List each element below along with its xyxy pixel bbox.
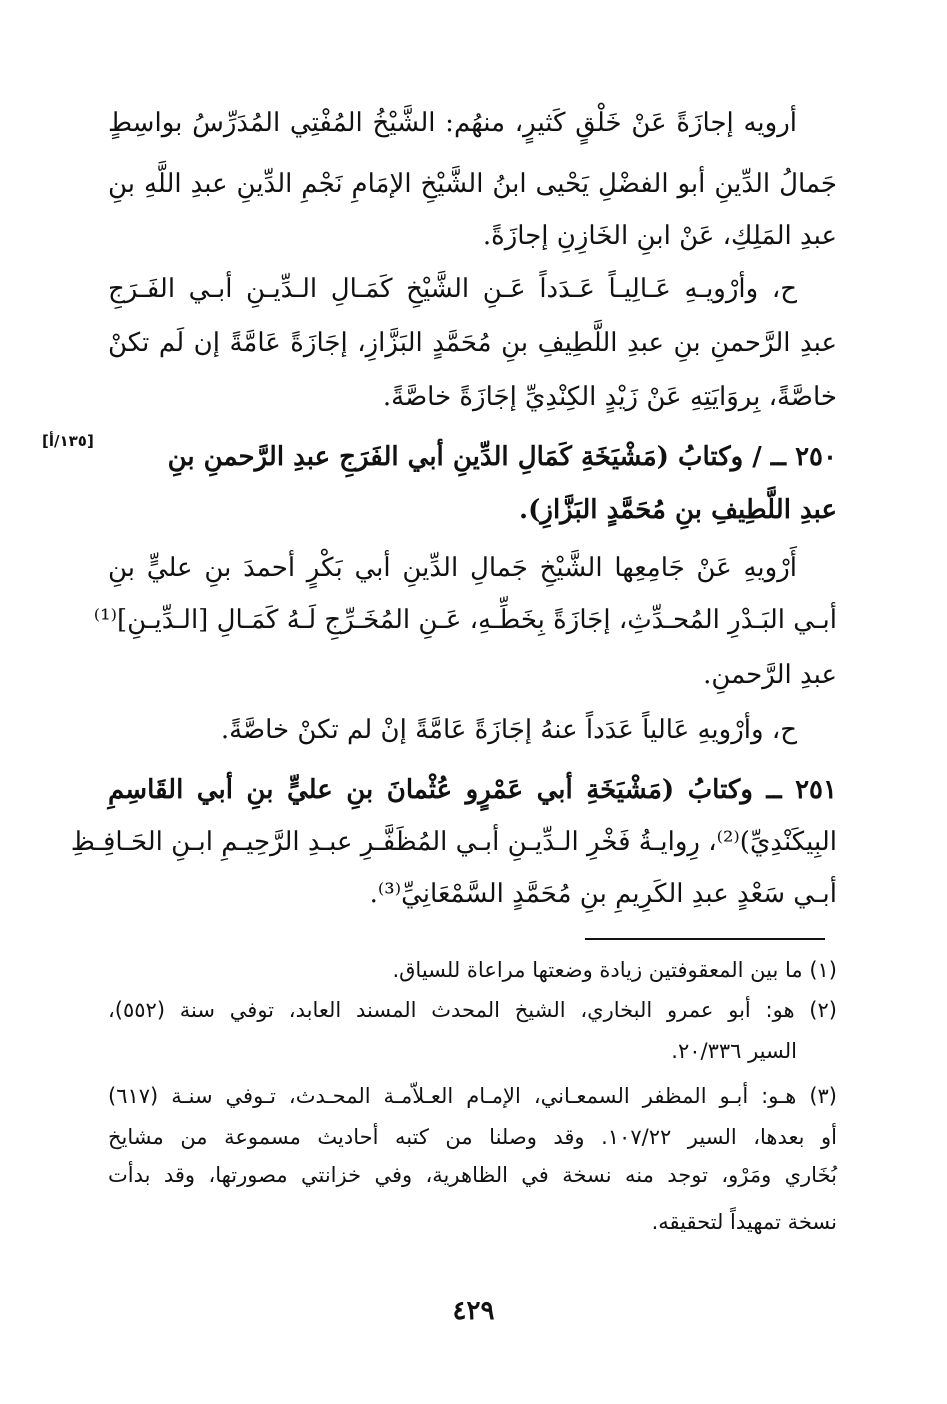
body-line: أرويه إجازَةً عَنْ خَلْقٍ كَثيرٍ، منهُم: الشَّيْخُ المُفْتِي المُدَرِّسُ بواسِطٍ <box>108 108 797 138</box>
manuscript-folio-ref: [١٣٥/أ] <box>42 432 94 450</box>
body-line: عبدِ الرَّحمنِ بنِ عبدِ اللَّطِيفِ بنِ مُحَمَّدٍ البَزَّازِ، إجَازَةً عَامَّةً إن لَم تكنْ <box>108 328 837 358</box>
footnote-3-cont: بُخَاري ومَرْو، توجد منه نسخة في الظاهرية، وفي خزانتي مصورتها، وقد بدأت <box>108 1163 837 1187</box>
body-line: أَرْويهِ عَنْ جَامِعِها الشَّيْخِ جَمالِ الدِّينِ أبي بَكْرٍ أحمدَ بنِ عليٍّ بنِ <box>108 553 797 583</box>
entry-heading-250-cont: عبدِ اللَّطِيفِ بنِ مُحَمَّدٍ البَزَّازِ). <box>519 495 837 525</box>
footnote-1: (١) ما بين المعقوفتين زيادة وضعتها مراعاة للسياق. <box>392 958 837 982</box>
footnote-3-cont: أو بعدها، السير ١٠٧/٢٢. وقد وصلنا من كتبه أحاديث مسموعة من مشايخ <box>108 1125 837 1149</box>
body-line: البِيكَنْدِيِّ)⁽²⁾، رِوايـةُ فَخْرِ الـدِّيـنِ أبـي المُظَفَّـرِ عبـدِ الرَّحِيـمِ ابـنِ الحَـافِـظِ <box>70 827 837 857</box>
footnote-separator <box>585 938 825 940</box>
body-line: ح، وأرْويهِ عَالياً عَدَداً عنهُ إجَازَةً عَامَّةً إنْ لم تكنْ خاصَّةً. <box>220 715 797 745</box>
body-line: جَمالُ الدِّينِ أبو الفضْلِ يَحْيى ابنُ الشَّيْخِ الإمَامِ نَجْمِ الدِّينِ عبدِ اللَّهِ بنِ <box>108 169 837 199</box>
body-line: ح، وأرْويـهِ عَـالِيـاً عَـدَداً عَـنِ الشَّيْخِ كَمَـالِ الـدِّيـنِ أبـي الفَـرَجِ <box>108 274 797 304</box>
footnote-2: (٢) هو: أبو عمرو البخاري، الشيخ المحدث المسند العابد، توفي سنة (٥٥٢)، <box>108 998 837 1022</box>
footnote-3-cont: نسخة تمهيداً لتحقيقه. <box>651 1210 837 1234</box>
body-line: عبدِ الرَّحمنِ. <box>703 660 837 690</box>
body-line: خاصَّةً، بِروَايَتِهِ عَنْ زَيْدٍ الكِنْدِيِّ إجَازَةً خاصَّةً. <box>382 382 837 412</box>
entry-heading-251: ٢٥١ ــ وكتابُ (مَشْيَخَةِ أبي عَمْرٍو عُثْمانَ بنِ عليٍّ بنِ أبي القَاسِمِ <box>108 775 837 805</box>
footnote-2-cont: السير ٢٠/٣٣٦. <box>671 1039 797 1063</box>
body-line: أبـي البَـدْرِ المُحـدِّثِ، إجَازَةً بِخَطِّـهِ، عَـنِ المُخَـرِّجِ لَـهُ كَمَـالِ [الـدِّيـنِ]⁽¹⁾ <box>93 605 837 635</box>
footnote-3: (٣) هـو: أبـو المظفر السمعـاني، الإمـام العـلاّمـة المحـدث، تـوفي سنـة (٦١٧) <box>108 1084 837 1108</box>
body-line: عبدِ المَلِكِ، عَنْ ابنِ الخَازِنِ إجازَةً. <box>482 221 837 251</box>
page-number: ٤٢٩ <box>452 1296 495 1326</box>
body-line: أبـي سَعْدٍ عبدِ الكَرِيمِ بنِ مُحَمَّدٍ السَّمْعَانِيِّ⁽³⁾. <box>369 879 837 909</box>
entry-heading-250: ٢٥٠ ــ / وكتابُ (مَشْيَخَةِ كَمَالِ الدِّينِ أبي الفَرَجِ عبدِ الرَّحمنِ بنِ <box>167 442 837 472</box>
